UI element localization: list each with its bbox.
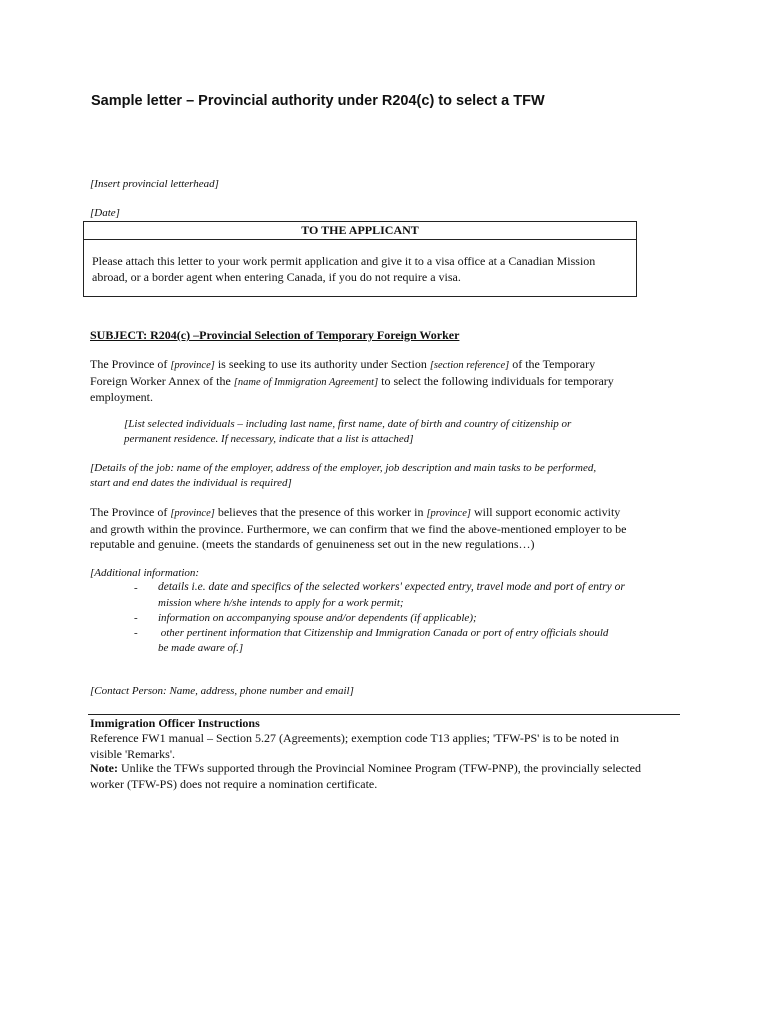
applicant-box-line: abroad, or a border agent when entering Canada, if you do not require a visa. xyxy=(92,270,461,284)
note-label: Note: xyxy=(90,761,118,775)
list-dash: - xyxy=(134,627,138,639)
section-reference-placeholder: [section reference] xyxy=(429,360,510,371)
paragraph-province-authority: The Province of [province] is seeking to use its authority under Section [section reference] of the Temporary Foreign Worker Annex of the [name of Immigration Agreement] to select the following individuals for temporary employment. xyxy=(90,357,614,404)
applicant-box xyxy=(83,221,637,297)
list-item: other pertinent information that Citizenship and Immigration Canada or port of entry officials should xyxy=(158,627,609,639)
section-divider xyxy=(88,714,680,715)
list-item: details i.e. date and specifics of the selected workers' expected entry, travel mode and port of entry or xyxy=(158,581,625,593)
letterhead-placeholder: [Insert provincial letterhead] xyxy=(90,178,219,190)
subject-line: SUBJECT: R204(c) –Provincial Selection of Temporary Foreign Worker xyxy=(90,328,460,342)
contact-person-placeholder: [Contact Person: Name, address, phone number and email] xyxy=(90,685,354,697)
list-item-continuation: be made aware of.] xyxy=(158,642,244,654)
province-placeholder: [province] xyxy=(170,360,215,371)
additional-information-heading: [Additional information: xyxy=(90,567,200,579)
document-title: Sample letter – Provincial authority under R204(c) to select a TFW xyxy=(91,93,545,109)
list-individuals-instruction: [List selected individuals – including last name, first name, date of birth and country of citizenship or permanent residence. If necessary, indicate that a list is attached] xyxy=(124,418,572,445)
applicant-box-body xyxy=(84,240,636,285)
instructions-reference: Reference FW1 manual – Section 5.27 (Agreements); exemption code T13 applies; 'TFW-PS' is to be noted in visible 'Remarks'. xyxy=(90,731,619,761)
list-dash: - xyxy=(134,582,138,594)
list-dash: - xyxy=(134,612,138,624)
paragraph-economic-support: The Province of [province] believes that the presence of this worker in [province] will support economic activity and growth within the province. Furthermore, we can confirm that we find the above-mentioned employer to be reputable and genuine. (meets the standards of genuineness set out in the new regulations…) xyxy=(90,505,627,551)
date-placeholder: [Date] xyxy=(90,207,120,219)
province-placeholder: [province] xyxy=(426,508,471,519)
applicant-box-line: Please attach this letter to your work permit application and give it to a visa office at a Canadian Mission xyxy=(92,254,596,268)
applicant-box-heading: TO THE APPLICANT xyxy=(84,222,636,240)
list-item-continuation: mission where h/she intends to apply for a work permit; xyxy=(158,597,404,609)
province-placeholder: [province] xyxy=(170,508,215,519)
instructions-heading: Immigration Officer Instructions xyxy=(90,716,260,730)
job-details-instruction: [Details of the job: name of the employer, address of the employer, job description and main tasks to be performed, start and end dates the individual is required] xyxy=(90,462,597,489)
agreement-placeholder: [name of Immigration Agreement] xyxy=(233,376,379,388)
instructions-note: Note: Unlike the TFWs supported through the Provincial Nominee Program (TFW-PNP), the provincially selected worker (TFW-PS) does not require a nomination certificate. xyxy=(90,761,641,791)
list-item: information on accompanying spouse and/or dependents (if applicable); xyxy=(158,612,477,624)
